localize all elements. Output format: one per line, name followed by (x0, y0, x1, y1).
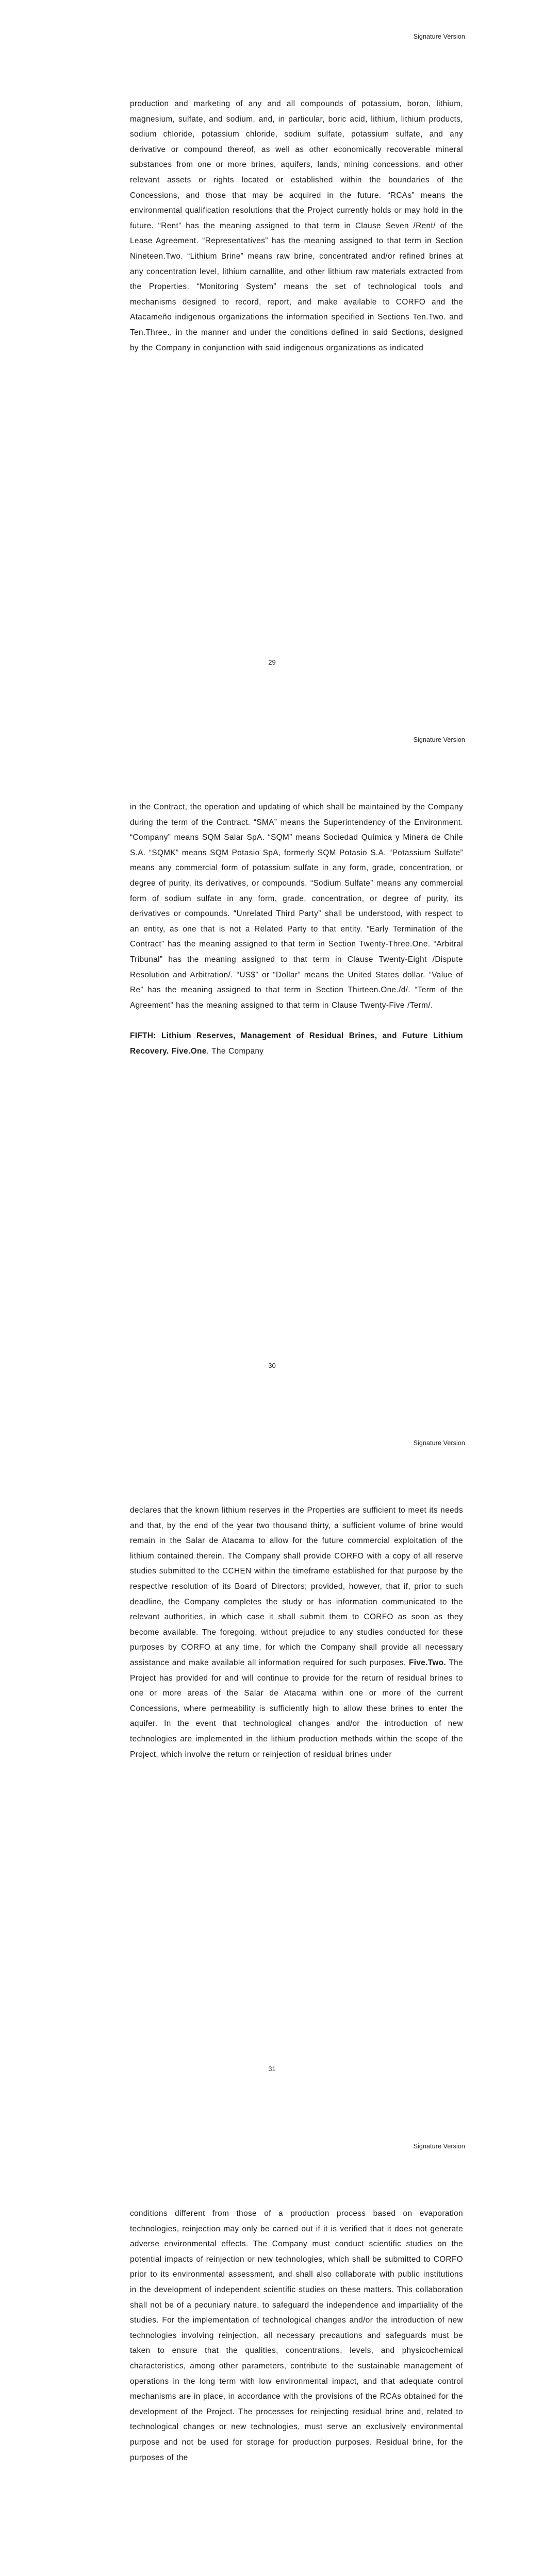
text-run: The Project has provided for and will continue to provide for the return of residual brines to one or more areas of the Salar de Atacama within one or more of the current Concessions, where permeability is sufficiently high to allow these brines to enter the aquifer. In the event that technological changes and/or the introduction of new technologies are implemented in the lithium production methods within the scope of the Project, which involve the return or reinjection of residual brines under (130, 1658, 463, 1759)
page-number: 30 (268, 1362, 276, 1369)
text-run: production and marketing of any and all compounds of potassium, boron, lithium, magnesium, sulfate, and sodium, and, in particular, boric acid, lithium, lithium products, sodium chloride, potassium chloride, sodium sulfate, potassium sulfate, and any derivative or compound thereof, as well as other economically recoverable mineral substances from one or more brines, aquifers, lands, mining concessions, and other relevant assets or rights located or established within the boundaries of the Concessions, and those that may be acquired in the future. “RCAs” means the environmental qualification resolutions that the Project currently holds or may hold in the future. “Rent” has the meaning assigned to that term in Clause Seven /Rent/ of the Lease Agreement. “Representatives” has the meaning assigned to that term in Section Nineteen.Two. “Lithium Brine” means raw brine, concentrated and/or refined brines at any concentration level, lithium carnallite, and other lithium raw materials extracted from the Properties. “Monitoring System” means the set of technological tools and mechanisms designed to record, report, and make available to CORFO and the Atacameño indigenous organizations the information specified in Sections Ten.Two. and Ten.Three., in the manner and under the conditions defined in said Sections, designed by the Company in conjunction with said indigenous organizations as indicated (130, 99, 463, 352)
paragraph (130, 96, 463, 355)
signature-version-header: Signature Version (413, 33, 465, 40)
page-body-text (130, 96, 463, 355)
document-page (0, 0, 544, 703)
text-run: declares that the known lithium reserves in the Properties are sufficient to meet its needs and that, by the end of the year two thousand thirty, a sufficient volume of brine would remain in the Salar de Atacama to allow for the future commercial exploitation of the lithium contained therein. The Company shall provide CORFO with a copy of all reserve studies submitted to the CCHEN within the timeframe established for that purpose by the respective resolution of its Board of Directors; provided, however, that if, prior to such deadline, the Company completes the study or has information communicated to the relevant authorities, in which case it shall submit them to CORFO as soon as they become available. The foregoing, without prejudice to any studies conducted for these purposes by CORFO at any time, for which the Company shall provide all necessary assistance and make available all information required for such purposes. (130, 1506, 463, 1667)
bold-text-run: FIFTH: Lithium Reserves, Management of Residual Brines, and Future Lithium Recovery. Five.One (130, 1031, 463, 1056)
bold-text-run: Five.Two. (409, 1658, 447, 1667)
signature-version-header: Signature Version (413, 2143, 465, 2150)
page-body-text (130, 1503, 463, 1762)
page-body-text (130, 800, 463, 1059)
text-run: . The Company (206, 1046, 264, 1056)
paragraph (130, 2206, 463, 2465)
page-number: 29 (268, 658, 276, 666)
signature-version-header: Signature Version (413, 736, 465, 743)
document-page (0, 2110, 544, 2576)
document-page (0, 703, 544, 1406)
text-run: in the Contract, the operation and updating of which shall be maintained by the Company during the term of the Contract. “SMA” means the Superintendency of the Environment. “Company” means SQM Salar SpA. “SQM” means Sociedad Química y Minera de Chile S.A. “SQMK” means SQM Potasio SpA, formerly SQM Potasio S.A. “Potassium Sulfate” means any commercial form of potassium sulfate in any form, grade, concentration, or degree of purity, its derivatives, or compounds. “Sodium Sulfate” means any commercial form of sodium sulfate in any form, grade, concentration, or degree of purity, its derivatives or compounds. “Unrelated Third Party” shall be understood, with respect to an entity, as one that is not a Related Party to that entity. “Early Termination of the Contract” has the meaning assigned to that term in Section Twenty-Three.One. “Arbitral Tribunal” has the meaning assigned to that term in Clause Twenty-Eight /Dispute Resolution and Arbitration/. “US$” or “Dollar” means the United States dollar. “Value of Re” has the meaning assigned to that term in Section Thirteen.One./d/. “Term of the Agreement” has the meaning assigned to that term in Clause Twenty-Five /Term/. (130, 803, 463, 1010)
paragraph (130, 800, 463, 1013)
page-number: 31 (268, 2065, 276, 2073)
paragraph (130, 1503, 463, 1762)
page-body-text (130, 2206, 463, 2465)
paragraph (130, 1028, 463, 1059)
document-page (0, 1406, 544, 2110)
text-run: conditions different from those of a production process based on evaporation technologies, reinjection may only be carried out if it is verified that it does not generate adverse environmental effects. The Company must conduct scientific studies on the potential impacts of reinjection or new technologies, which shall be submitted to CORFO prior to its environmental assessment, and shall also collaborate with public institutions in the development of independent scientific studies on these matters. This collaboration shall not be of a pecuniary nature, to safeguard the independence and impartiality of the studies. For the implementation of technological changes and/or the introduction of new technologies involving reinjection, all necessary precautions and safeguards must be taken to ensure that the qualities, concentrations, levels, and physicochemical characteristics, among other parameters, contribute to the sustainable management of operations in the long term with low environmental impact, and that adequate control mechanisms are in place, in accordance with the provisions of the RCAs obtained for the development of the Project. The processes for reinjecting residual brine and, related to technological changes or new technologies, must serve an exclusively environmental purpose and not be used for storage for production purposes. Residual brine, for the purposes of the (130, 2209, 463, 2462)
signature-version-header: Signature Version (413, 1439, 465, 1447)
